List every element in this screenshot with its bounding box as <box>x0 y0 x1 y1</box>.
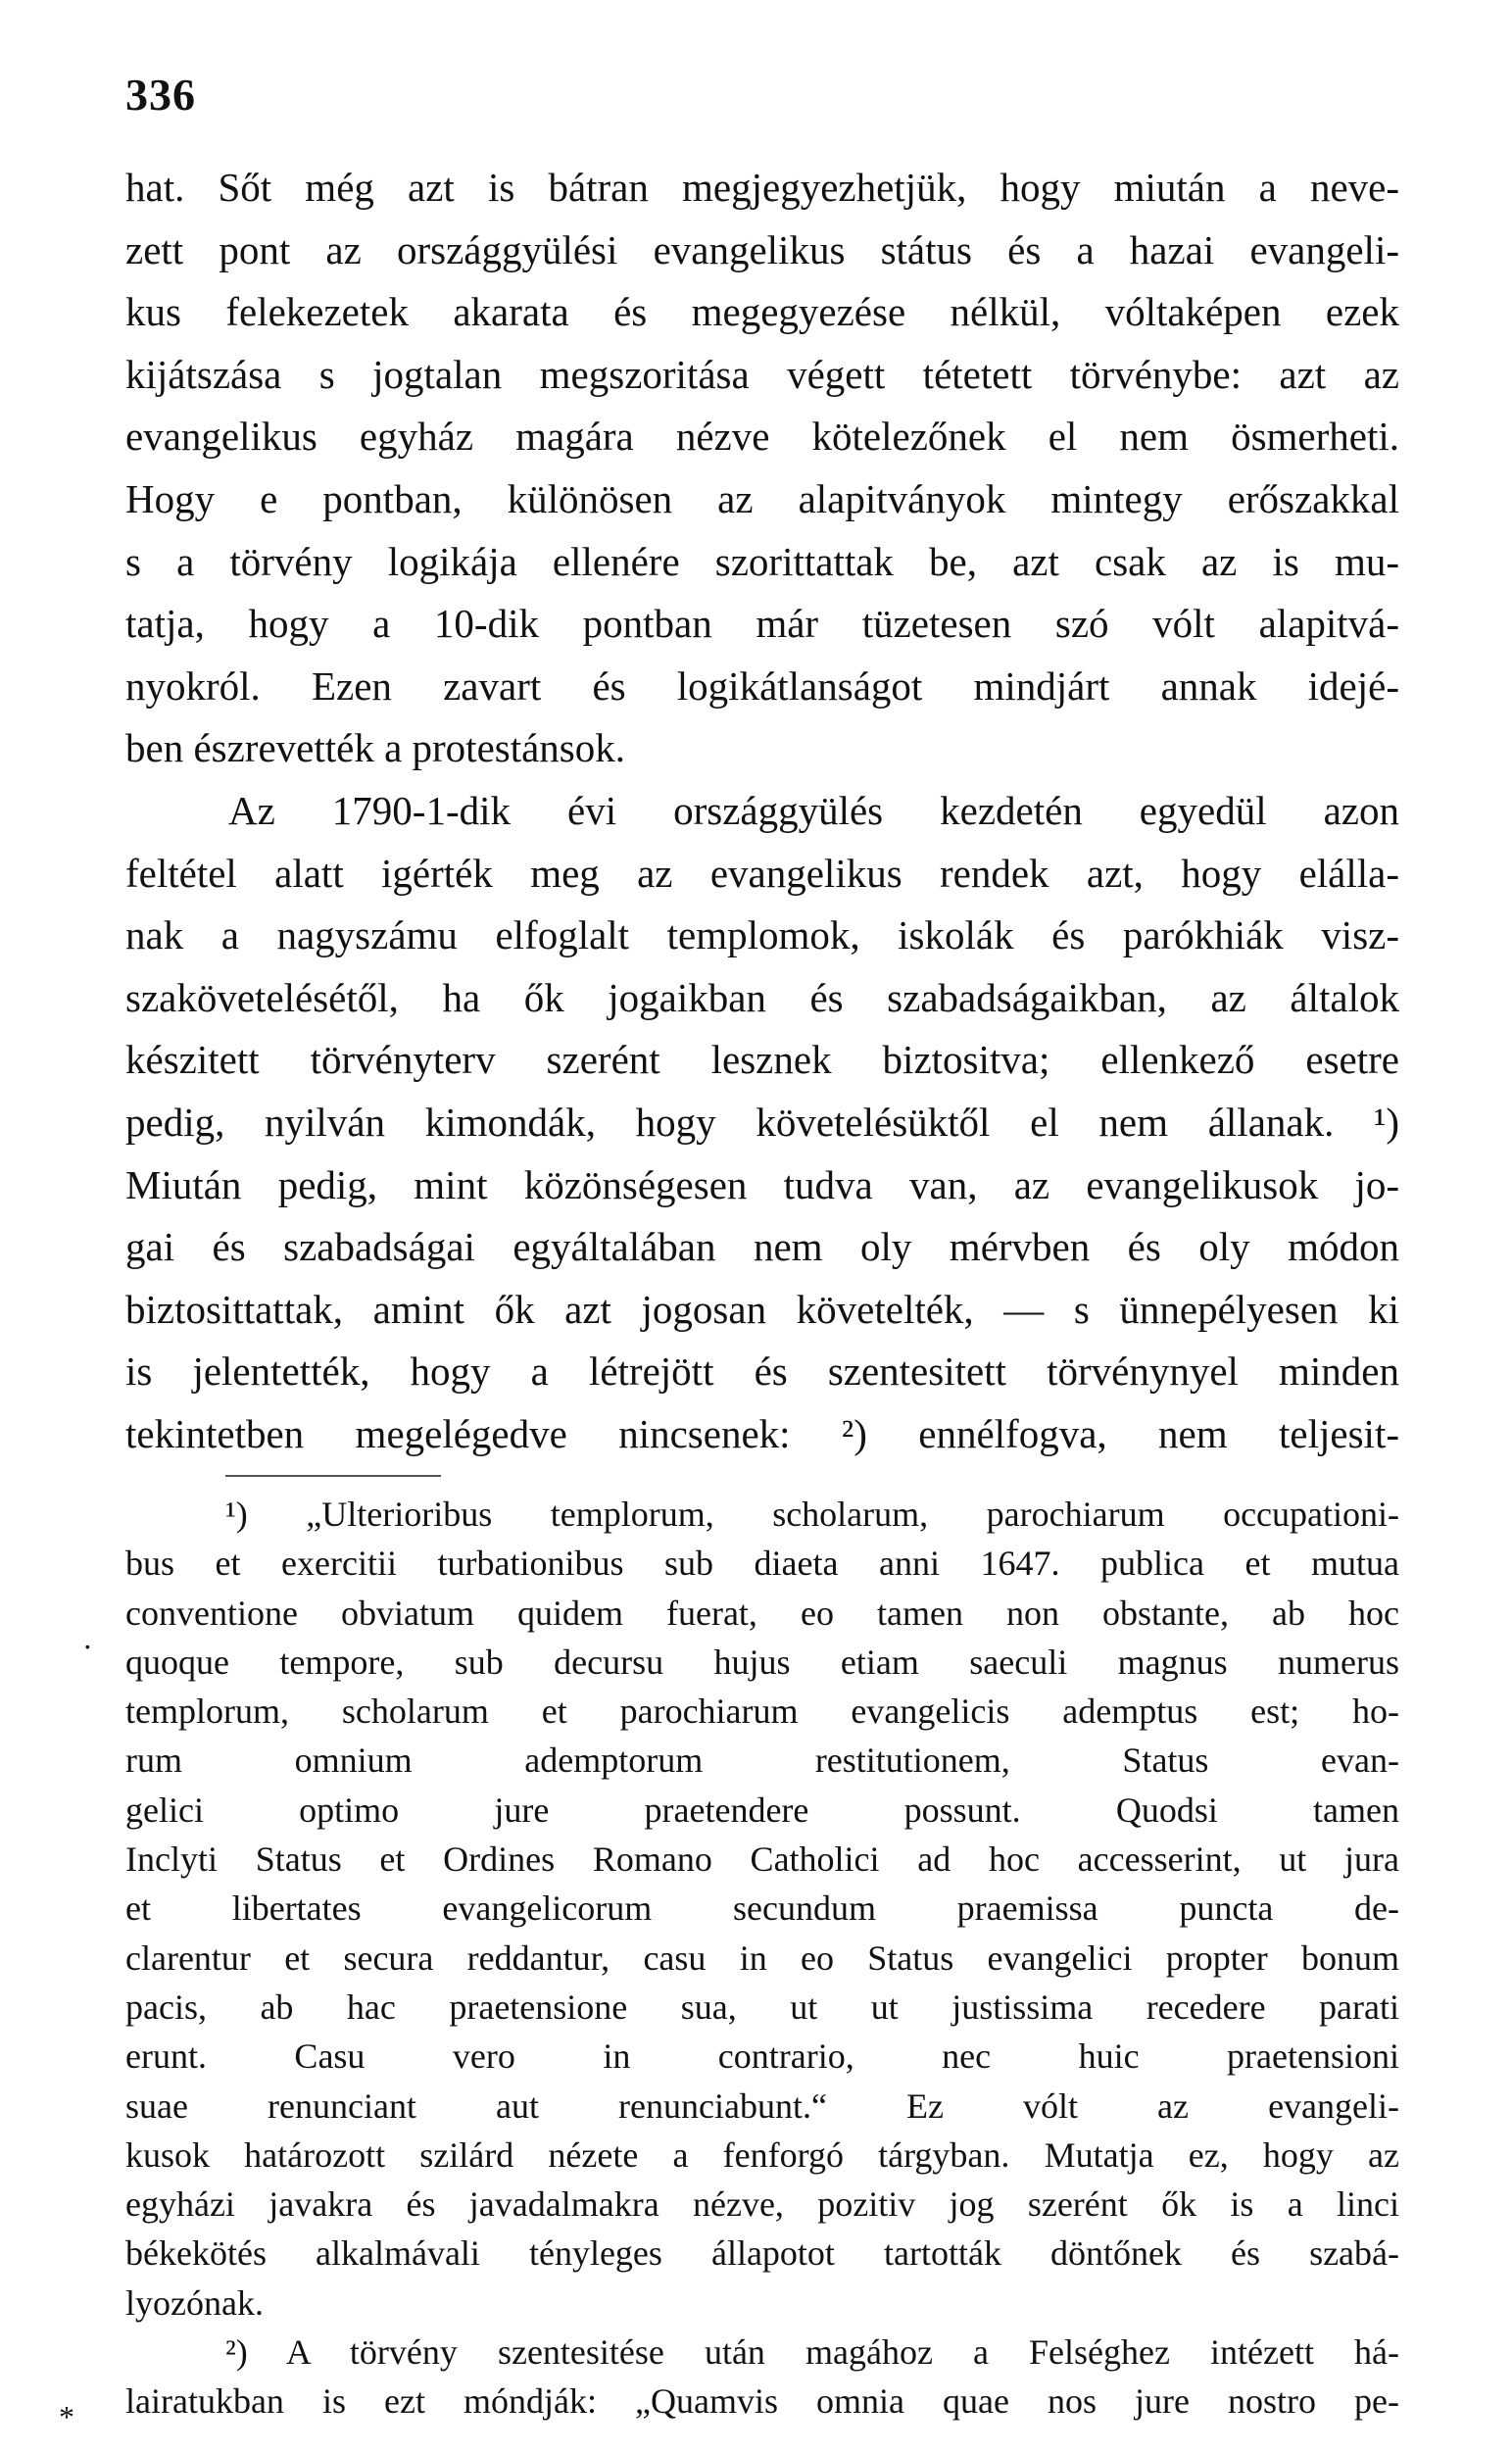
main-text-line: zett pont az országgyülési evangelikus státus és a hazai evangeli- <box>125 226 1399 272</box>
main-text-line: feltétel alatt igérték meg az evangelikus rendek azt, hogy elálla- <box>125 850 1399 896</box>
footnote-line: rum omnium ademptorum restitutionem, Status evan- <box>125 1741 1399 1781</box>
main-text-line: tekintetben megelégedve nincsenek: ²) ennélfogva, nem teljesit- <box>125 1410 1399 1456</box>
main-text-line: pedig, nyilván kimondák, hogy követelésüktől el nem állanak. ¹) <box>125 1099 1399 1145</box>
page-number: 336 <box>125 70 196 120</box>
footnote-line: conventione obviatum quidem fuerat, eo tamen non obstante, ab hoc <box>125 1593 1399 1633</box>
footnote-line: bus et exercitii turbationibus sub diaeta anni 1647. publica et mutua <box>125 1544 1399 1584</box>
main-text <box>125 157 1399 1465</box>
main-text-line: kus felekezetek akarata és megegyezése nélkül, vóltaképen ezek <box>125 289 1399 335</box>
footnote-line: ²) A törvény szentesitése után magához a Felséghez intézett há- <box>225 2332 1399 2373</box>
footnote-line: egyházi javakra és javadalmakra nézve, pozitiv jog szerént ők is a linci <box>125 2184 1399 2225</box>
footnote-line: gelici optimo jure praetendere possunt. Quodsi tamen <box>125 1790 1399 1830</box>
main-text-line: szakövetelésétől, ha ők jogaikban és szabadságaikban, az általok <box>125 974 1399 1020</box>
main-text-line: evangelikus egyház magára nézve kötelezőnek el nem ösmerheti. <box>125 414 1399 460</box>
main-text-line: Hogy e pontban, különösen az alapitványok mintegy erőszakkal <box>125 475 1399 521</box>
main-text-line: készitett törvényterv szerént lesznek biztositva; ellenkező esetre <box>125 1037 1399 1083</box>
footnote-line: ¹) „Ulterioribus templorum, scholarum, parochiarum occupationi- <box>225 1495 1399 1534</box>
footnote-line: kusok határozott szilárd nézete a fenforgó tárgyban. Mutatja ez, hogy az <box>125 2134 1399 2175</box>
main-text-line: Miután pedig, mint közönségesen tudva van, az evangelikusok jo- <box>125 1161 1399 1207</box>
main-text-line: nak a nagyszámu elfoglalt templomok, iskolák és parókhiák visz- <box>125 912 1399 958</box>
footnote-line: erunt. Casu vero in contrario, nec huic praetensioni <box>125 2036 1399 2077</box>
footnote-line: Inclyti Status et Ordines Romano Catholici ad hoc accesserint, ut jura <box>125 1839 1399 1880</box>
footnote-line: lyozónak. <box>125 2282 264 2323</box>
footnote-divider <box>225 1475 441 1477</box>
main-text-line: kijátszása s jogtalan megszoritása végett tétetett törvénybe: azt az <box>125 351 1399 397</box>
footnotes <box>125 1490 1399 2427</box>
main-text-line: ben észrevették a protestánsok. <box>125 725 626 771</box>
margin-dot-mark: · <box>82 1629 93 1664</box>
main-text-line: s a törvény logikája ellenére szorittattak be, azt csak az is mu- <box>125 538 1399 584</box>
main-text-line: gai és szabadságai egyáltalában nem oly mérvben és oly módon <box>125 1224 1399 1270</box>
footnote-line: et libertates evangelicorum secundum praemissa puncta de- <box>125 1888 1399 1929</box>
footnote-line: templorum, scholarum et parochiarum evangelicis ademptus est; ho- <box>125 1692 1399 1732</box>
main-text-line: nyokról. Ezen zavart és logikátlanságot mindjárt annak idejé- <box>125 662 1399 709</box>
footnote-line: lairatukban is ezt móndják: „Quamvis omnia quae nos jure nostro pe- <box>125 2381 1399 2422</box>
footnote-line: suae renunciant aut renunciabunt.“ Ez vólt az evangeli- <box>125 2085 1399 2126</box>
main-text-line: biztosittattak, amint ők azt jogosan követelték, — s ünnepélyesen ki <box>125 1286 1399 1332</box>
footnote-line: békekötés alkalmávali tényleges állapotot tartották döntőnek és szabá- <box>125 2233 1399 2274</box>
main-text-line: is jelentették, hogy a létrejött és szentesitett törvénynyel minden <box>125 1349 1399 1395</box>
footnote-line: quoque tempore, sub decursu hujus etiam saeculi magnus numerus <box>125 1642 1399 1682</box>
main-text-line: hat. Sőt még azt is bátran megjegyezhetjük, hogy miután a neve- <box>125 165 1399 210</box>
margin-star-mark: * <box>59 2399 74 2434</box>
footnote-line: pacis, ab hac praetensione sua, ut ut justissima recedere parati <box>125 1986 1399 2027</box>
main-text-line: tatja, hogy a 10-dik pontban már tüzetesen szó vólt alapitvá- <box>125 601 1399 647</box>
footnote-line: clarentur et secura reddantur, casu in eo Status evangelici propter bonum <box>125 1937 1399 1978</box>
main-text-line: Az 1790-1-dik évi országgyülés kezdetén egyedül azon <box>228 787 1399 833</box>
